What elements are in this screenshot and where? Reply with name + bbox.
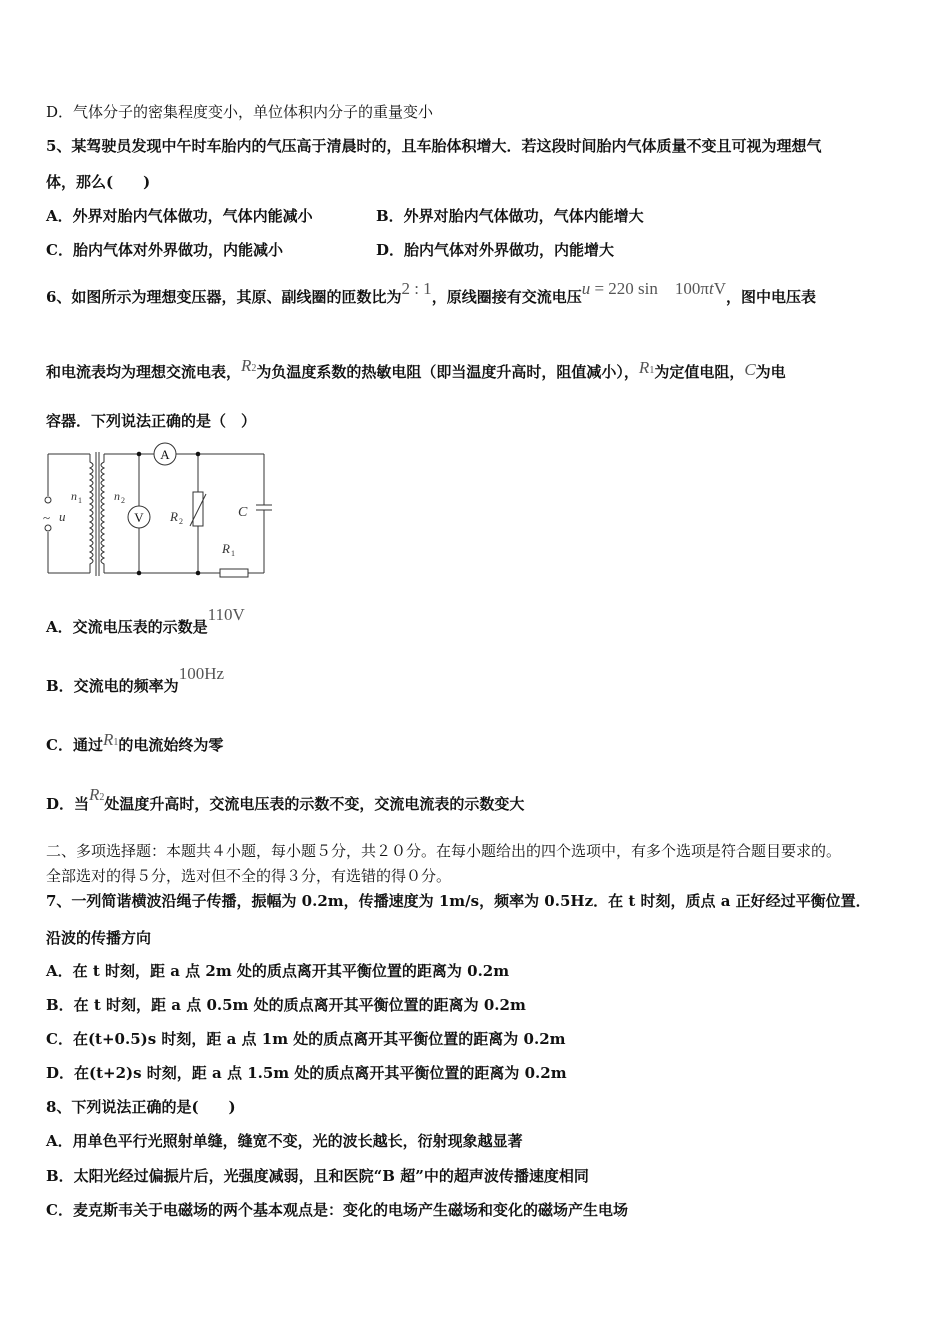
q8-option-a: A．用单色平行光照射单缝，缝宽不变，光的波长越长，衍射现象越显著 [46, 1132, 523, 1150]
time-symbol: t [708, 279, 714, 298]
r2-sub: 2 [179, 517, 183, 526]
q6-stem-text-2: ，原线圈接有交流电压 [431, 288, 582, 306]
q6-stem-line2 [46, 356, 786, 385]
q6-stem-text-7: 为电 [755, 363, 786, 381]
n2-sub: 2 [121, 496, 125, 505]
q7-option-b: B．在 t 时刻，距 a 点 0.5m 处的质点离开其平衡位置的距离为 0.2m [46, 996, 526, 1014]
ammeter-label: A [160, 447, 170, 462]
r1-sub: 1 [231, 549, 235, 558]
q6-stem-text-1: 6、如图所示为理想变压器，其原、副线圈的匝数比为 [46, 288, 402, 306]
c-symbol: C [744, 360, 756, 379]
q5-option-b: B．外界对胎内气体做功，气体内能增大 [376, 207, 644, 225]
voltage-symbol: u [581, 279, 591, 298]
r2-symbol: R2 [241, 356, 257, 375]
r1-label: R [222, 541, 230, 556]
option-d-r2-symbol: R2 [89, 785, 105, 804]
q5-option-a: A．外界对胎内气体做功，气体内能减小 [46, 207, 313, 225]
q7-stem-line2: 沿波的传播方向 [46, 929, 152, 947]
q5-stem-line2: 体，那么( ) [46, 173, 151, 191]
q6-stem-text-5: 为负温度系数的热敏电阻（即当温度升高时，阻值减小）， [256, 363, 639, 381]
ac-source-tilde: ~ [43, 510, 51, 525]
source-u-label: u [59, 509, 66, 524]
q6-stem-text-3: ，图中电压表 [725, 288, 816, 306]
q6-option-b: B．交流电的频率为100Hz [46, 664, 225, 695]
q7-option-d: D．在(t+2)s 时刻，距 a 点 1.5m 处的质点离开其平衡位置的距离为 0.2m [46, 1064, 567, 1082]
q8-stem: 8、下列说法正确的是( ) [46, 1098, 236, 1116]
q6-option-a: A．交流电压表的示数是110V [46, 605, 245, 636]
voltage-unit: V [713, 279, 726, 298]
turns-ratio: 2 : 1 [401, 279, 432, 298]
q8-option-c: C．麦克斯韦关于电磁场的两个基本观点是：变化的电场产生磁场和变化的磁场产生电场 [46, 1201, 628, 1219]
option-c-r1-symbol: R1 [102, 730, 119, 749]
n2-label: n [114, 489, 120, 503]
q6-option-d: D．当R2处温度升高时，交流电压表的示数不变，交流电流表的示数变大 [46, 785, 525, 813]
q6-stem-text-4: 和电流表均为理想交流电表， [46, 363, 242, 381]
q5-stem-line1: 5、某驾驶员发现中午时车胎内的气压高于清晨时的，且车胎体积增大．若这段时间胎内气体质量不变且可视为理想气 [46, 137, 822, 155]
section2-heading-line2: 全部选对的得５分，选对但不全的得３分，有选错的得０分。 [46, 867, 452, 885]
section2-heading-line1: 二、多项选择题：本题共４小题，每小题５分，共２０分。在每小题给出的四个选项中，有多个选项是符合题目要求的。 [46, 842, 842, 860]
q6-option-c: C．通过R1的电流始终为零 [46, 730, 224, 754]
q7-option-c: C．在(t+0.5)s 时刻，距 a 点 1m 处的质点离开其平衡位置的距离为 0.2m [46, 1030, 566, 1048]
n1-label: n [71, 489, 77, 503]
q7-stem-line1: 7、一列简谐横波沿绳子传播，振幅为 0.2m，传播速度为 1m/s，频率为 0.5Hz．在 t 时刻，质点 a 正好经过平衡位置． [46, 892, 871, 910]
transformer-circuit-diagram [40, 442, 280, 582]
voltage-formula: = 220 sin 100π [590, 279, 709, 298]
voltage-expression [582, 279, 726, 298]
frequency-value: 100Hz [178, 664, 225, 683]
r1-symbol: R1 [638, 358, 655, 377]
q8-option-b: B．太阳光经过偏振片后，光强度减弱，且和医院“B 超”中的超声波传播速度相同 [46, 1167, 589, 1185]
voltmeter-label: V [134, 510, 144, 525]
q6-stem-line3: 容器．下列说法正确的是（ ） [46, 412, 257, 430]
r2-label: R [170, 509, 178, 524]
q4-option-d: D．气体分子的密集程度变小，单位体积内分子的重量变小 [46, 103, 434, 121]
capacitor-label: C [238, 505, 248, 520]
q7-option-a: A．在 t 时刻，距 a 点 2m 处的质点离开其平衡位置的距离为 0.2m [46, 962, 510, 980]
q5-option-c: C．胎内气体对外界做功，内能减小 [46, 241, 283, 259]
q6-stem-line1 [46, 279, 816, 307]
q5-option-d: D．胎内气体对外界做功，内能增大 [376, 241, 615, 259]
n1-sub: 1 [78, 496, 82, 505]
q6-stem-text-6: 为定值电阻， [654, 363, 745, 381]
voltmeter-reading: 110V [207, 605, 245, 624]
